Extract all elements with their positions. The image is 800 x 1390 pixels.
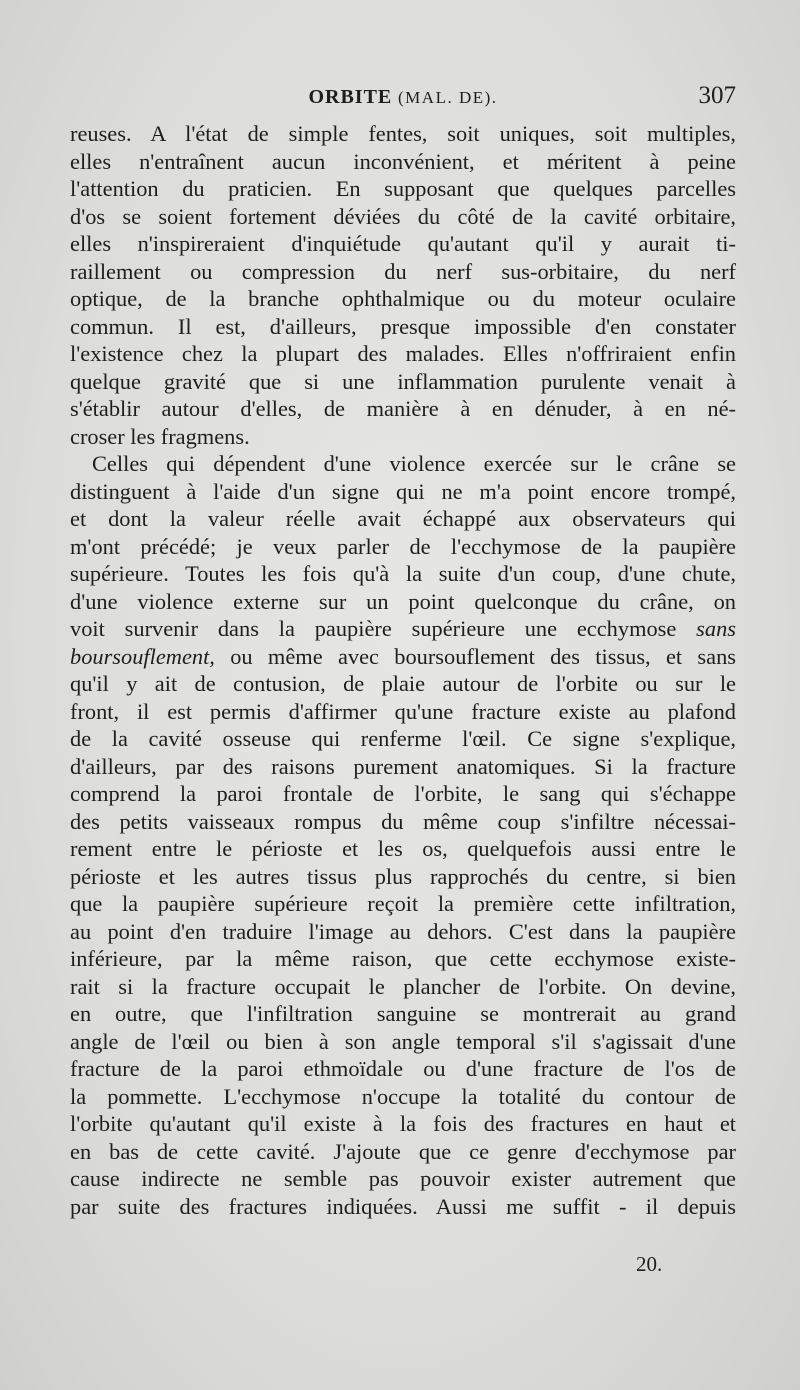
text-line: distinguent à l'aide d'un signe qui ne m'a point encore trompé, [70, 478, 736, 504]
text-line: l'attention du praticien. En supposant que quelques parcelles [70, 176, 736, 201]
text-line: au point d'en traduire l'image au dehors. C'est dans la paupière [70, 918, 736, 944]
text-line: que la paupière supérieure reçoit la première cette infiltration, [70, 891, 736, 916]
text-line: l'existence chez la plupart des malades. Elles n'offriraient enfin [70, 341, 736, 366]
text-line: boursouflement, ou même avec boursouflement des tissus, et sans [70, 643, 736, 669]
text-line: fracture de la paroi ethmoïdale ou d'une fracture de l'os de [70, 1056, 736, 1081]
text-line: s'établir autour d'elles, de manière à en dénuder, à en né- [70, 396, 736, 421]
text-line: Celles qui dépendent d'une violence exercée sur le crâne se [92, 451, 736, 476]
text-line: rement entre le périoste et les os, quelquefois aussi entre le [70, 836, 736, 861]
text-line: d'os se soient fortement déviées du côté de la cavité orbitaire, [70, 203, 736, 229]
text-line: commun. Il est, d'ailleurs, presque impossible d'en constater [70, 313, 736, 339]
text-line: cause indirecte ne semble pas pouvoir exister autrement que [70, 1166, 736, 1191]
signature-mark: 20. [636, 1252, 663, 1276]
text-line: elles n'entraînent aucun inconvénient, et méritent à peine [70, 148, 736, 174]
page-number: 307 [698, 82, 736, 109]
text-line: d'ailleurs, par des raisons purement anatomiques. Si la fracture [70, 753, 736, 779]
text-line: elles n'inspireraient d'inquiétude qu'autant qu'il y aurait ti- [70, 231, 736, 256]
text-line: rait si la fracture occupait le plancher de l'orbite. On devine, [70, 973, 736, 999]
text-line: m'ont précédé; je veux parler de l'ecchymose de la paupière [70, 533, 736, 559]
text-line: qu'il y ait de contusion, de plaie autour de l'orbite ou sur le [70, 671, 736, 696]
running-title [70, 86, 736, 109]
italic-text: sans [696, 616, 736, 641]
text-line: en outre, que l'infiltration sanguine se montrerait au grand [70, 1001, 736, 1026]
body-text [70, 120, 736, 1220]
text-line: croser les fragmens. [70, 423, 250, 449]
text-line: d'une violence externe sur un point quelconque du crâne, on [70, 588, 736, 614]
text-line: comprend la paroi frontale de l'orbite, le sang qui s'échappe [70, 781, 736, 806]
text-line: front, il est permis d'affirmer qu'une fracture existe au plafond [70, 698, 736, 724]
text-line: voit survenir dans la paupière supérieure une ecchymose sans [70, 616, 736, 641]
text-line: inférieure, par la même raison, que cette ecchymose existe- [70, 946, 736, 971]
running-title-main: ORBITE [308, 86, 393, 108]
italic-text: boursouflement, [70, 643, 215, 669]
text-line: supérieure. Toutes les fois qu'à la suite d'un coup, d'une chute, [70, 561, 736, 586]
text-line: raillement ou compression du nerf sus-orbitaire, du nerf [70, 258, 736, 284]
text-line: des petits vaisseaux rompus du même coup s'infiltre nécessai- [70, 808, 736, 834]
text-line: périoste et les autres tissus plus rapprochés du centre, si bien [70, 863, 736, 889]
text-line: quelque gravité que si une inflammation purulente venait à [70, 368, 736, 394]
text-line: l'orbite qu'autant qu'il existe à la fois des fractures en haut et [70, 1111, 736, 1136]
text-line: par suite des fractures indiquées. Aussi me suffit - il depuis [70, 1193, 736, 1219]
text-line: de la cavité osseuse qui renferme l'œil. Ce signe s'explique, [70, 726, 736, 751]
text-line: optique, de la branche ophthalmique ou du moteur oculaire [70, 286, 736, 311]
page-header [70, 82, 736, 112]
text-line: reuses. A l'état de simple fentes, soit uniques, soit multiples, [70, 121, 736, 146]
running-title-sub: (MAL. DE). [392, 88, 498, 107]
text-line: en bas de cette cavité. J'ajoute que ce genre d'ecchymose par [70, 1138, 736, 1164]
text-line: et dont la valeur réelle avait échappé aux observateurs qui [70, 506, 736, 531]
text-line: la pommette. L'ecchymose n'occupe la totalité du contour de [70, 1083, 736, 1109]
text-line: angle de l'œil ou bien à son angle temporal s'il s'agissait d'une [70, 1028, 736, 1054]
